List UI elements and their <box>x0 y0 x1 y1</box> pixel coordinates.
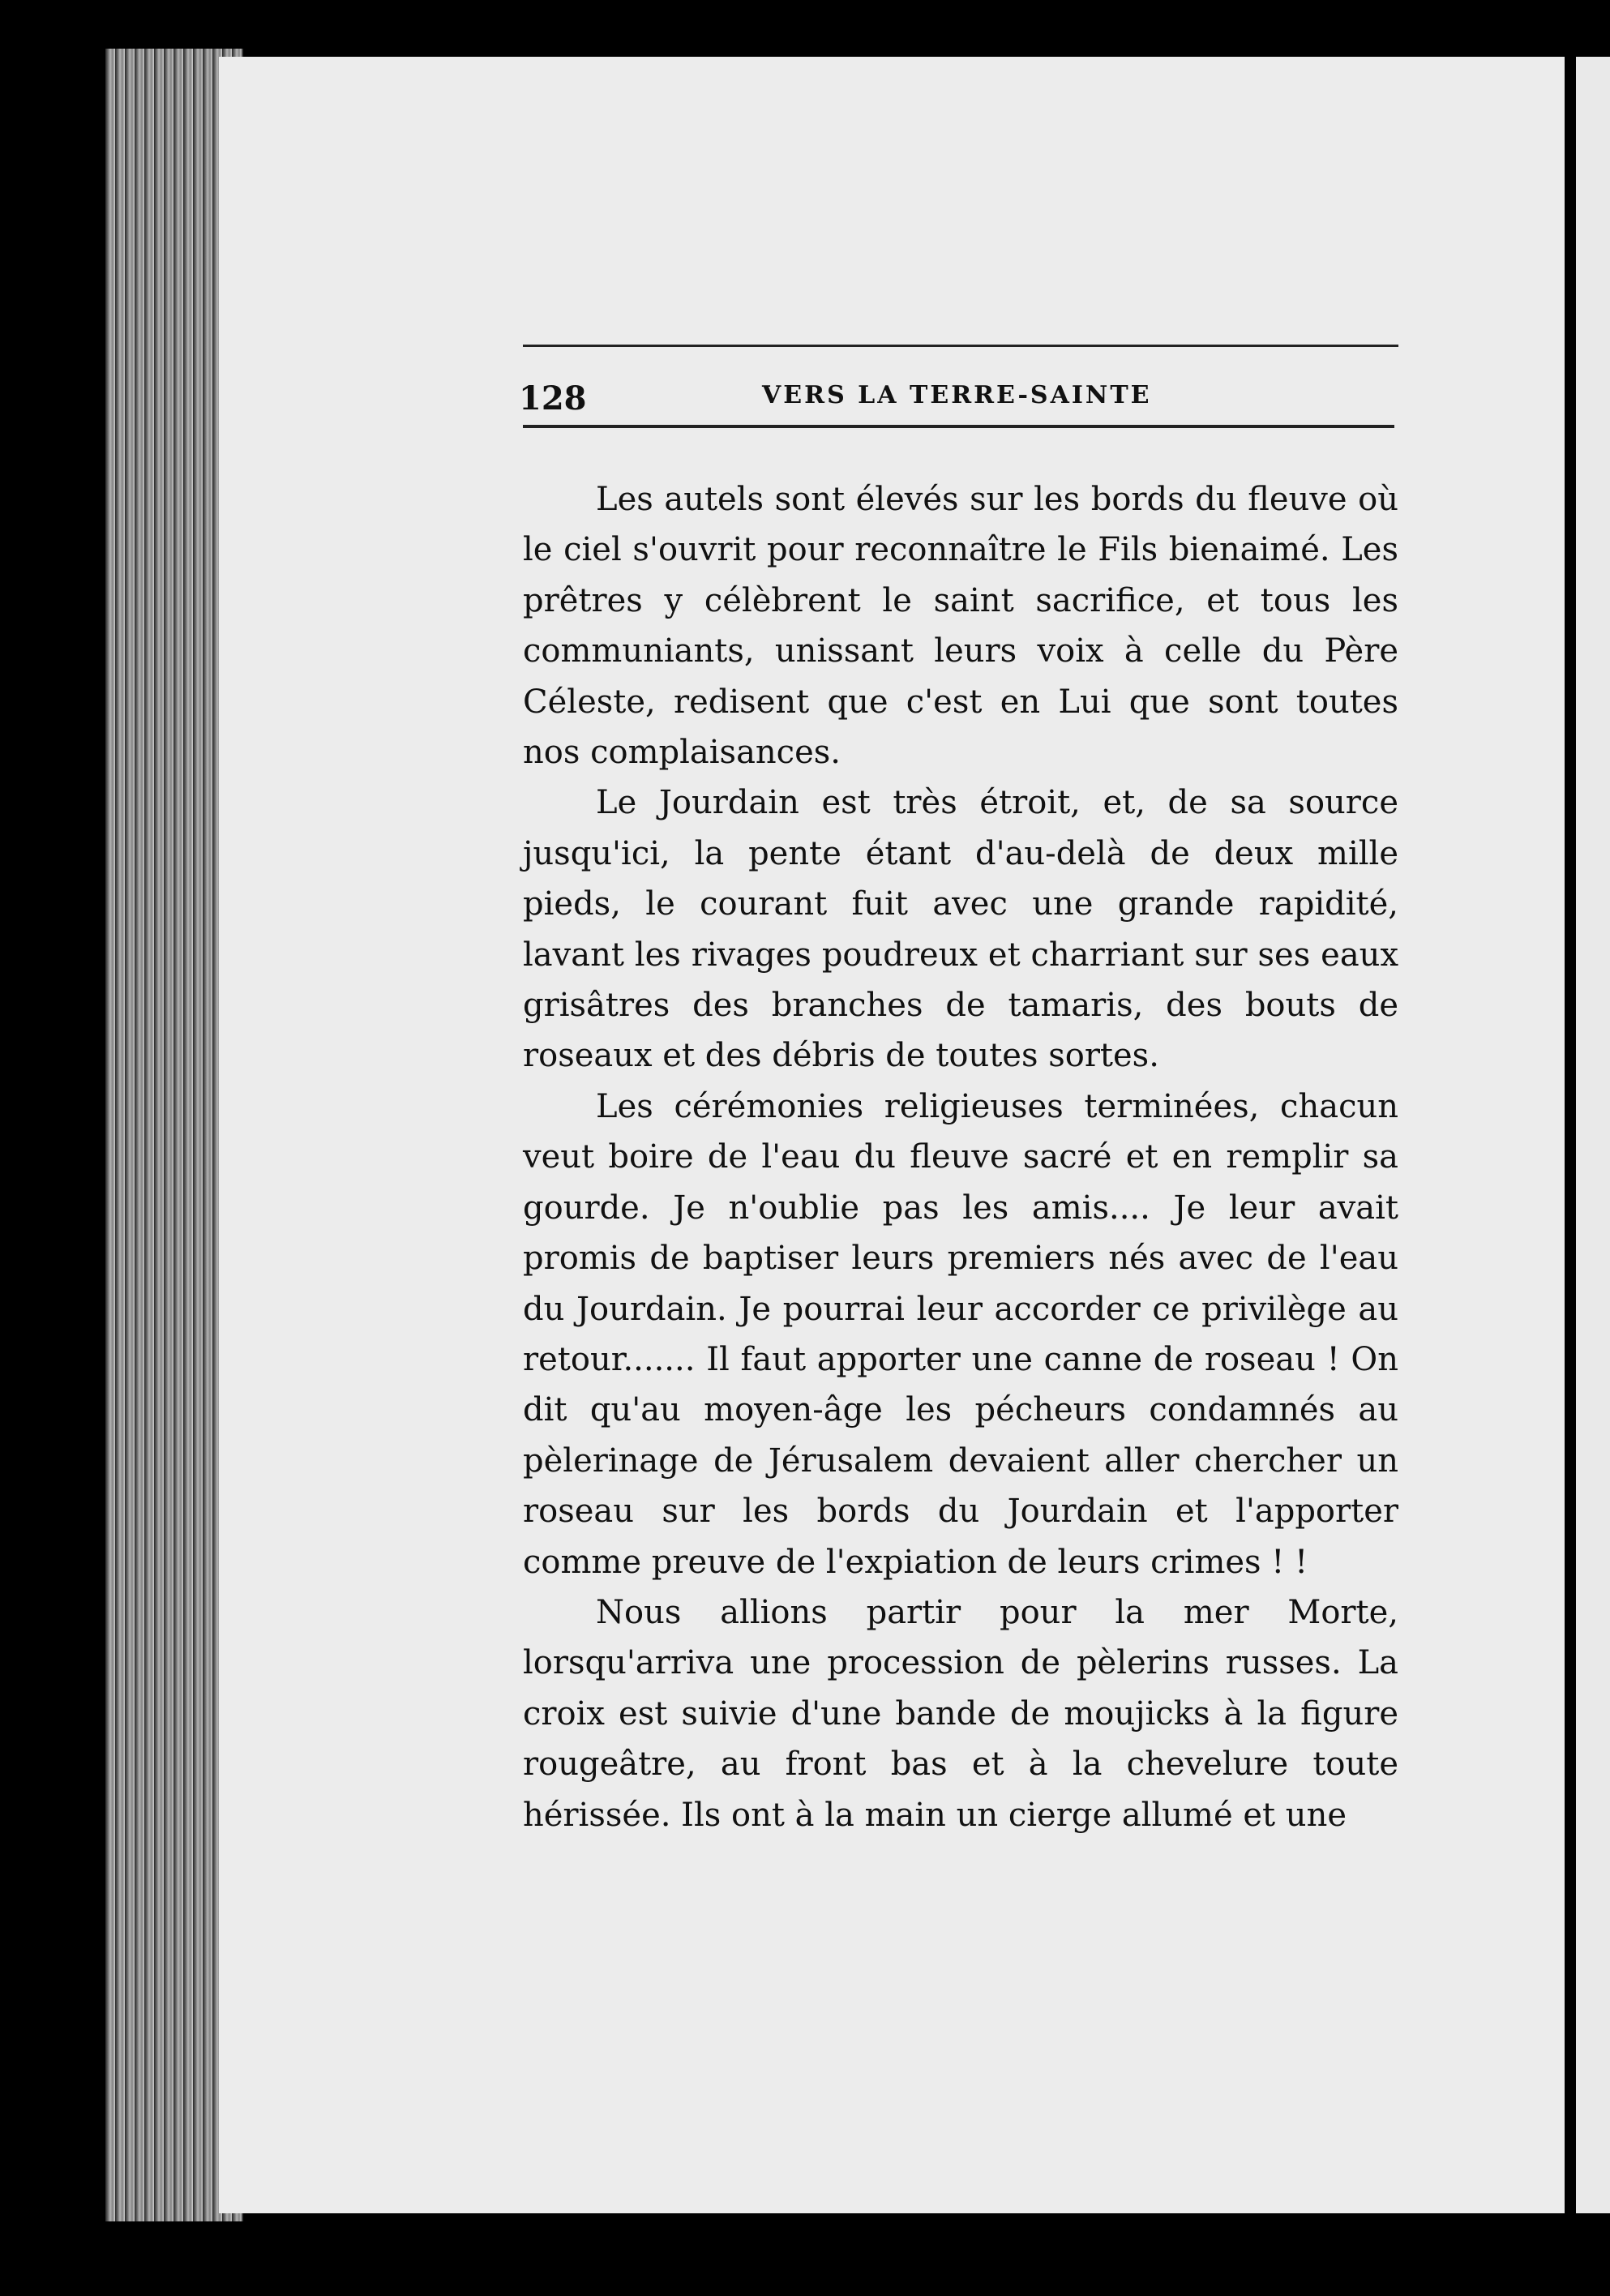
paragraph-2: Le Jourdain est très étroit, et, de sa source jusqu'ici, la pente étant d'au-delà de deux mille pieds, le courant fuit avec une grande rapidité, lavant les rivages poudreux et charriant sur ses eaux grisâtres des branches de tamaris, des bouts de roseaux et des débris de toutes sortes. <box>523 784 1398 1075</box>
header-rule-top <box>523 345 1398 347</box>
paragraph-3: Les cérémonies religieuses terminées, chacun veut boire de l'eau du fleuve sacré et en remplir sa gourde. Je n'oublie pas les amis.... Je leur avait promis de baptiser leurs premiers nés avec de l'eau du Jourdain. Je pourrai leur accorder ce privilège au retour....... Il faut apporter une canne de roseau ! On dit qu'au moyen-âge les pécheurs condamnés au pèlerinage de Jérusalem devaient aller chercher un roseau sur les bords du Jourdain et l'apporter comme preuve de l'expiation de leurs crimes ! ! <box>523 1087 1398 1581</box>
next-page-edge <box>1576 57 1610 2213</box>
paragraph-4: Nous allions partir pour la mer Morte, lorsqu'arriva une procession de pèlerins russes. La croix est suivie d'une bande de moujicks à la figure rougeâtre, au front bas et à la chevelure toute hérissée. Ils ont à la main un cierge allumé et une <box>523 1593 1398 1834</box>
header-rule-bottom <box>523 425 1394 428</box>
running-head: VERS LA TERRE-SAINTE <box>762 381 1152 409</box>
paragraph-1: Les autels sont élevés sur les bords du fleuve où le ciel s'ouvrit pour reconnaître le Fils bienaimé. Les prêtres y célèbrent le saint sacrifice, et tous les communiants, unissant leurs voix à celle du Père Céleste, redisent que c'est en Lui que sont toutes nos complaisances. <box>523 481 1398 772</box>
body-text <box>523 474 1398 1840</box>
page-number: 128 <box>519 379 587 418</box>
